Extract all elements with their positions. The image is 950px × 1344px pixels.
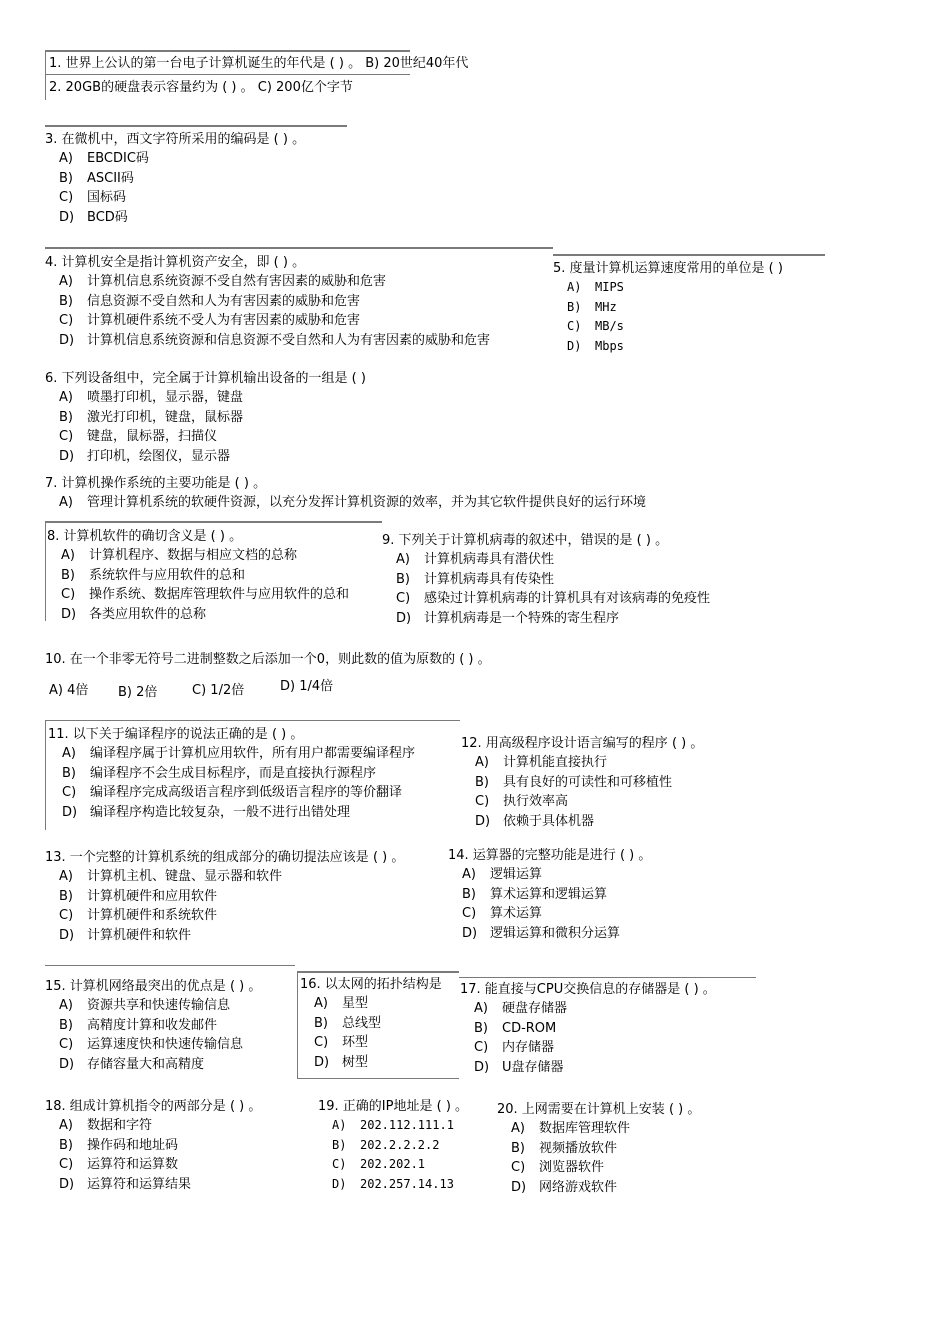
question-7	[45, 474, 646, 513]
question-6-text: 6. 下列设备组中，完全属于计算机输出设备的一组是 ( )	[45, 371, 366, 386]
question-9-text: 9. 下列关于计算机病毒的叙述中，错误的是 ( ) 。	[382, 533, 669, 548]
question-17-option-c: C) 内存储器	[474, 1040, 555, 1055]
question-11-option-b: B) 编译程序不会生成目标程序，而是直接执行源程序	[62, 765, 377, 781]
question-17	[460, 980, 716, 1077]
question-12	[461, 734, 703, 831]
question-6-option-b: B) 激光打印机，键盘，鼠标器	[59, 409, 244, 425]
question-12-option-a: A) 计算机能直接执行	[475, 755, 608, 770]
question-5-option-c: C) MB/s	[567, 319, 624, 333]
question-13	[45, 848, 404, 945]
rule-q11-top	[45, 720, 460, 721]
question-5-option-a: A) MIPS	[567, 280, 624, 294]
question-9	[382, 531, 710, 628]
question-13-text: 13. 一个完整的计算机系统的组成部分的确切提法应该是 ( ) 。	[45, 850, 405, 865]
question-5-text: 5. 度量计算机运算速度常用的单位是 ( )	[553, 261, 783, 276]
question-19-option-b: B) 202.2.2.2.2	[332, 1137, 440, 1152]
frame-q8-left	[45, 521, 46, 621]
question-2	[49, 78, 353, 97]
question-1-text: 1. 世界上公认的第一台电子计算机诞生的年代是 ( ) 。 B) 20世纪40年代	[49, 56, 469, 71]
question-14	[448, 846, 651, 943]
question-6	[45, 369, 366, 466]
question-6-option-d: D) 打印机，绘图仪，显示器	[59, 448, 231, 464]
question-16-option-a: A) 星型	[314, 996, 369, 1011]
frame-q1-bottom	[45, 74, 410, 75]
question-12-option-b: B) 具有良好的可读性和可移植性	[475, 774, 673, 790]
question-19-option-c: C) 202.202.1	[332, 1157, 426, 1171]
question-10-option-a: A) 4倍	[49, 683, 89, 698]
question-6-option-c: C) 键盘，鼠标器，扫描仪	[59, 429, 218, 444]
question-1	[49, 54, 468, 73]
question-3-text: 3. 在微机中，西文字符所采用的编码是 ( ) 。	[45, 132, 306, 147]
question-9-option-c: C) 感染过计算机病毒的计算机具有对该病毒的免疫性	[396, 591, 711, 606]
question-8-option-d: D) 各类应用软件的总称	[61, 606, 207, 622]
question-14-text: 14. 运算器的完整功能是进行 ( ) 。	[448, 848, 652, 863]
question-8-text: 8. 计算机软件的确切含义是 ( ) 。	[47, 529, 243, 544]
question-5-option-d: D) Mbps	[567, 338, 624, 353]
question-19-option-d: D) 202.257.14.13	[332, 1176, 454, 1191]
question-18	[45, 1097, 261, 1194]
rule-q16-top	[297, 971, 459, 973]
rule-q5-top	[553, 254, 825, 256]
question-20-option-a: A) 数据库管理软件	[511, 1121, 631, 1136]
question-15-option-d: D) 存储容量大和高精度	[59, 1056, 205, 1072]
question-17-option-d: D) U盘存储器	[474, 1059, 564, 1075]
question-5	[553, 259, 783, 356]
question-10-option-c: C) 1/2倍	[192, 683, 245, 698]
question-14-option-d: D) 逻辑运算和微积分运算	[462, 925, 621, 941]
question-3	[45, 130, 305, 227]
question-13-option-a: A) 计算机主机、键盘、显示器和软件	[59, 869, 283, 884]
question-20-option-d: D) 网络游戏软件	[511, 1179, 618, 1195]
question-17-option-a: A) 硬盘存储器	[474, 1001, 568, 1016]
question-8-option-c: C) 操作系统、数据库管理软件与应用软件的总和	[61, 587, 350, 602]
question-13-option-c: C) 计算机硬件和系统软件	[59, 908, 218, 923]
question-4-option-d: D) 计算机信息系统资源和信息资源不受自然和人为有害因素的威胁和危害	[59, 332, 491, 348]
question-11-option-c: C) 编译程序完成高级语言程序到低级语言程序的等价翻译	[62, 785, 403, 800]
question-15-option-c: C) 运算速度快和快速传输信息	[59, 1037, 244, 1052]
frame-q11-left	[45, 720, 46, 830]
question-15-text: 15. 计算机网络最突出的优点是 ( ) 。	[45, 979, 262, 994]
question-8-option-a: A) 计算机程序、数据与相应文档的总称	[61, 548, 298, 563]
question-19-text: 19. 正确的IP地址是 ( ) 。	[318, 1099, 469, 1114]
question-20-option-b: B) 视频播放软件	[511, 1140, 618, 1156]
question-12-option-c: C) 执行效率高	[475, 794, 569, 809]
question-10-option-b: B) 2倍	[118, 685, 158, 700]
question-13-option-b: B) 计算机硬件和应用软件	[59, 888, 218, 904]
question-10-text: 10. 在一个非零无符号二进制整数之后添加一个0，则此数的值为原数的 ( ) 。	[45, 652, 491, 667]
question-19-option-a: A) 202.112.111.1	[332, 1118, 454, 1132]
question-15-option-a: A) 资源共享和快速传输信息	[59, 998, 231, 1013]
rule-q4-top	[45, 247, 553, 249]
question-14-option-a: A) 逻辑运算	[462, 867, 543, 882]
question-12-text: 12. 用高级程序设计语言编写的程序 ( ) 。	[461, 736, 704, 751]
question-11-option-a: A) 编译程序属于计算机应用软件，所有用户都需要编译程序	[62, 746, 416, 761]
question-18-option-a: A) 数据和字符	[59, 1118, 153, 1133]
question-14-option-c: C) 算术运算	[462, 906, 543, 921]
frame-q16-left	[297, 971, 298, 1078]
question-17-option-b: B) CD-ROM	[474, 1020, 557, 1036]
question-13-option-d: D) 计算机硬件和软件	[59, 927, 192, 943]
rule-q15-top	[45, 965, 295, 966]
question-20-text: 20. 上网需要在计算机上安装 ( ) 。	[497, 1102, 701, 1117]
frame-q1-top	[45, 50, 410, 52]
question-20-option-c: C) 浏览器软件	[511, 1160, 605, 1175]
rule-q17-top	[459, 977, 756, 978]
question-4-option-b: B) 信息资源不受自然和人为有害因素的威胁和危害	[59, 293, 361, 309]
question-16	[300, 975, 442, 1072]
question-8	[47, 527, 349, 624]
question-15	[45, 977, 261, 1074]
question-11-option-d: D) 编译程序构造比较复杂，一般不进行出错处理	[62, 804, 351, 820]
question-4-option-c: C) 计算机硬件系统不受人为有害因素的威胁和危害	[59, 313, 361, 328]
frame-q1-left	[45, 50, 46, 100]
question-18-option-b: B) 操作码和地址码	[59, 1137, 179, 1153]
rule-q8-top	[45, 521, 382, 523]
question-16-option-c: C) 环型	[314, 1035, 369, 1050]
question-18-option-d: D) 运算符和运算结果	[59, 1176, 192, 1192]
question-20	[497, 1100, 700, 1197]
question-6-option-a: A) 喷墨打印机，显示器，键盘	[59, 390, 244, 405]
question-3-option-b: B) ASCII码	[59, 170, 134, 186]
question-3-option-a: A) EBCDIC码	[59, 151, 149, 166]
question-9-option-b: B) 计算机病毒具有传染性	[396, 571, 555, 587]
question-9-option-a: A) 计算机病毒具有潜伏性	[396, 552, 555, 567]
question-18-option-c: C) 运算符和运算数	[59, 1157, 179, 1172]
question-8-option-b: B) 系统软件与应用软件的总和	[61, 567, 246, 583]
question-4	[45, 253, 490, 350]
question-5-option-b: B) MHz	[567, 299, 617, 314]
question-9-option-d: D) 计算机病毒是一个特殊的寄生程序	[396, 610, 620, 626]
question-7-option-a: A) 管理计算机系统的软硬件资源，以充分发挥计算机资源的效率，并为其它软件提供良好的运行环境	[59, 495, 647, 510]
question-12-option-d: D) 依赖于具体机器	[475, 813, 595, 829]
rule-q3-top	[45, 125, 347, 127]
question-4-text: 4. 计算机安全是指计算机资产安全，即 ( ) 。	[45, 255, 306, 270]
question-10-option-d: D) 1/4倍	[280, 679, 334, 694]
question-16-option-b: B) 总线型	[314, 1015, 382, 1031]
question-16-text: 16. 以太网的拓扑结构是	[300, 977, 442, 992]
question-3-option-d: D) BCD码	[59, 209, 128, 225]
question-17-text: 17. 能直接与CPU交换信息的存储器是 ( ) 。	[460, 982, 716, 997]
question-4-option-a: A) 计算机信息系统资源不受自然有害因素的威胁和危害	[59, 274, 387, 289]
question-2-text: 2. 20GB的硬盘表示容量约为 ( ) 。 C) 200亿个字节	[49, 80, 353, 95]
rule-q16-bottom	[297, 1078, 459, 1079]
question-15-option-b: B) 高精度计算和收发邮件	[59, 1017, 218, 1033]
question-7-text: 7. 计算机操作系统的主要功能是 ( ) 。	[45, 476, 267, 491]
question-10	[45, 650, 491, 669]
question-14-option-b: B) 算术运算和逻辑运算	[462, 886, 608, 902]
question-19	[318, 1097, 468, 1194]
question-16-option-d: D) 树型	[314, 1054, 369, 1070]
question-11-text: 11. 以下关于编译程序的说法正确的是 ( ) 。	[48, 727, 304, 742]
question-3-option-c: C) 国标码	[59, 190, 127, 205]
question-18-text: 18. 组成计算机指令的两部分是 ( ) 。	[45, 1099, 262, 1114]
question-11	[48, 725, 415, 822]
